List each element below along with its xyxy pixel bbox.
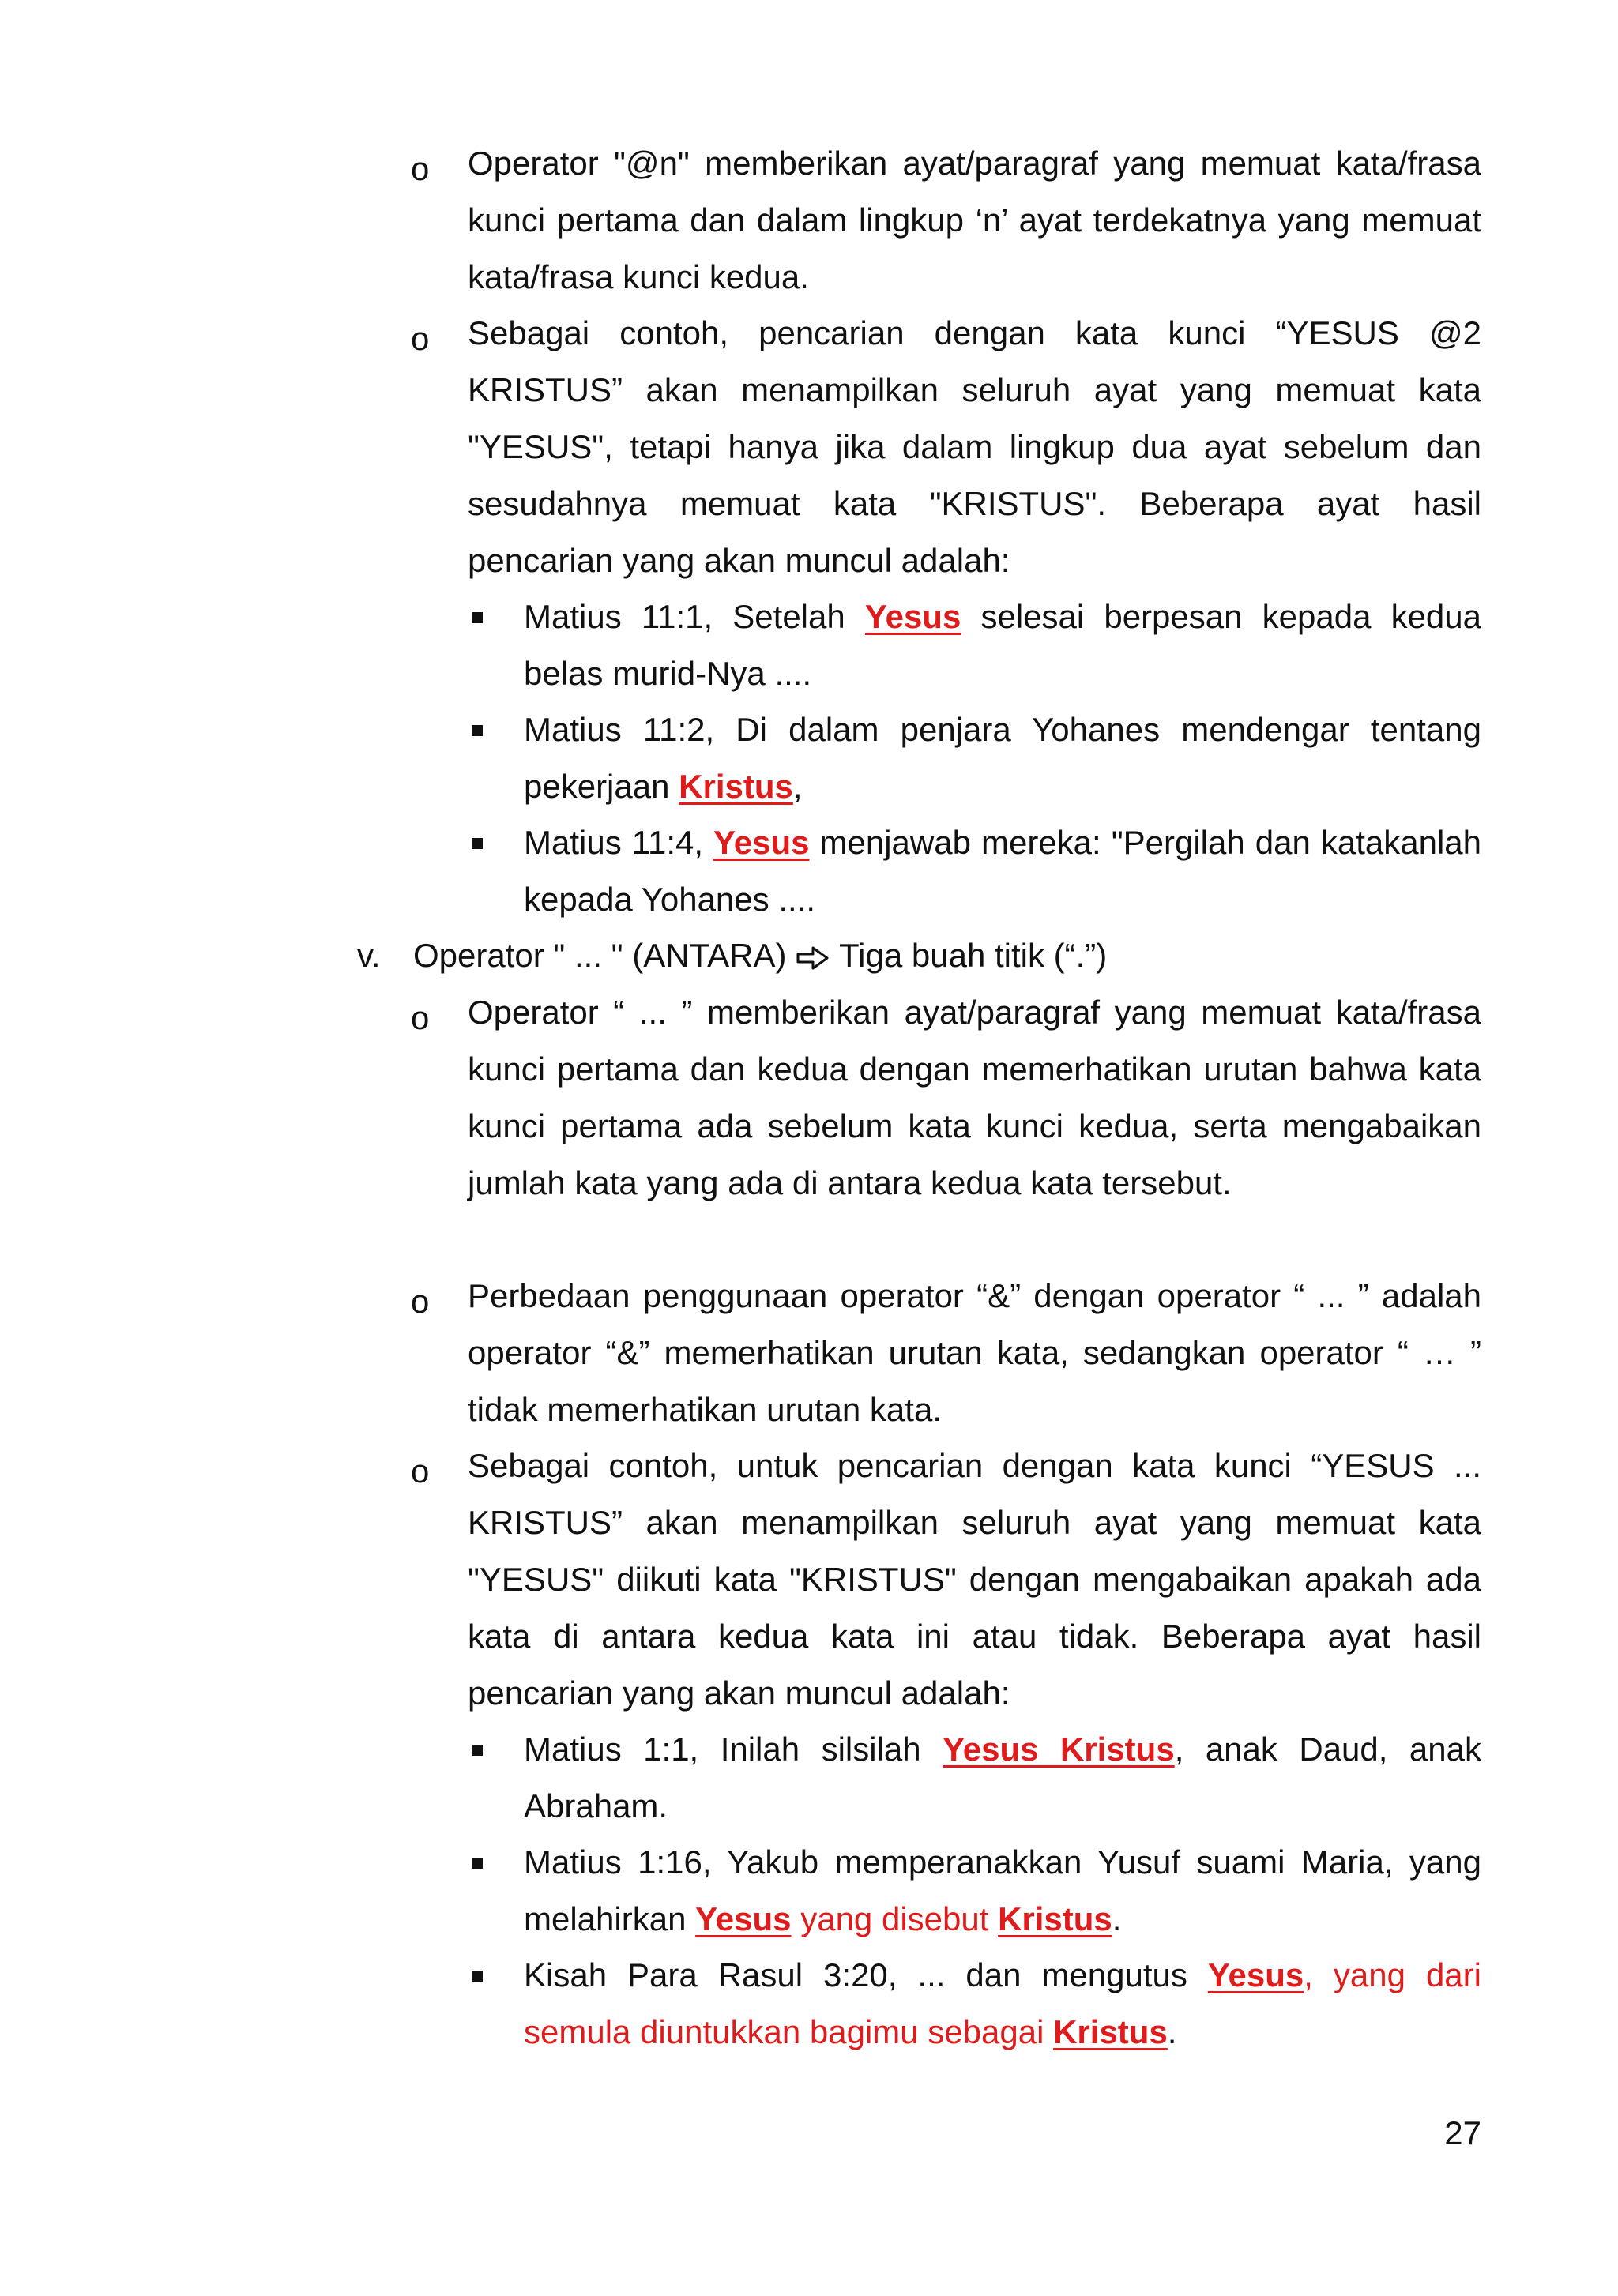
square-bullet-icon [472, 1858, 483, 1869]
page-number: 27 [1444, 2114, 1481, 2151]
square-bullet-icon [472, 1745, 483, 1756]
paragraph-perbedaan: Perbedaan penggunaan operator “&” dengan operator “ ... ” adalah operator “&” memerhatikan urutan kata, sedangkan operator “ … ” tidak memerhatikan urutan kata. [468, 1277, 1481, 1428]
circle-bullet: o [411, 320, 430, 357]
keyword-highlight: Kristus [998, 1900, 1112, 1937]
keyword-highlight: Yesus [864, 598, 961, 635]
paragraph-example-antara: Sebagai contoh, untuk pencarian dengan kata kunci “YESUS ... KRISTUS” akan menampilkan seluruh ayat yang memuat kata "YESUS" diikuti kata "KRISTUS" dengan mengabaikan apakah ada kata di antara kedua kata ini atau tidak. Beberapa ayat hasil pencarian yang akan muncul adalah: [468, 1447, 1481, 1712]
keyword-highlight: Yesus Kristus [943, 1730, 1175, 1768]
circle-bullet: o [411, 999, 430, 1036]
square-bullet-icon [472, 838, 483, 849]
circle-bullet: o [411, 1283, 430, 1320]
circle-bullet: o [411, 1452, 430, 1490]
square-bullet-icon [472, 612, 483, 623]
hollow-right-arrow-icon [796, 945, 830, 971]
keyword-highlight: Yesus [713, 824, 810, 861]
example-matius-11-2: Matius 11:2, Di dalam penjara Yohanes mendengar tentang pekerjaan Kristus, [524, 711, 1481, 805]
paragraph-example-at-2: Sebagai contoh, pencarian dengan kata kunci “YESUS @2 KRISTUS” akan menampilkan seluruh ayat yang memuat kata "YESUS", tetapi hanya jika dalam lingkup dua ayat sebelum dan sesudahnya memuat kata "KRISTUS". Beberapa ayat hasil pencarian yang akan muncul adalah: [468, 314, 1481, 579]
keyword-highlight: Yesus [1207, 1956, 1304, 1993]
roman-numeral-v: v. [357, 937, 381, 974]
example-matius-1-1: Matius 1:1, Inilah silsilah Yesus Kristus, anak Daud, anak Abraham. [524, 1730, 1481, 1824]
section-v-heading: Operator " ... " (ANTARA) Tiga buah titik (“.”) [413, 937, 1108, 974]
paragraph-operator-at-n: Operator "@n" memberikan ayat/paragraf yang memuat kata/frasa kunci pertama dan dalam lingkup ‘n’ ayat terdekatnya yang memuat kata/frasa kunci kedua. [468, 145, 1481, 295]
example-matius-11-4: Matius 11:4, Yesus menjawab mereka: "Pergilah dan katakanlah kepada Yohanes .... [524, 824, 1481, 918]
square-bullet-icon [472, 1971, 483, 1982]
keyword-highlight: Kristus [679, 768, 793, 805]
keyword-highlight: Kristus [1053, 2013, 1168, 2050]
paragraph-operator-antara: Operator “ ... ” memberikan ayat/paragraf yang memuat kata/frasa kunci pertama dan kedua dengan memerhatikan urutan bahwa kata kunci pertama ada sebelum kata kunci kedua, serta mengabaikan jumlah kata yang ada di antara kedua kata tersebut. [468, 994, 1481, 1201]
square-bullet-icon [472, 725, 483, 736]
example-kisah-rasul-3-20: Kisah Para Rasul 3:20, ... dan mengutus Yesus, yang dari semula diuntukkan bagimu sebagai Kristus. [524, 1956, 1481, 2050]
example-matius-11-1: Matius 11:1, Setelah Yesus selesai berpesan kepada kedua belas murid-Nya .... [524, 598, 1482, 692]
keyword-highlight: Yesus [695, 1900, 792, 1937]
example-matius-1-16: Matius 1:16, Yakub memperanakkan Yusuf suami Maria, yang melahirkan Yesus yang disebut Kristus. [524, 1843, 1481, 1937]
circle-bullet: o [411, 150, 430, 187]
